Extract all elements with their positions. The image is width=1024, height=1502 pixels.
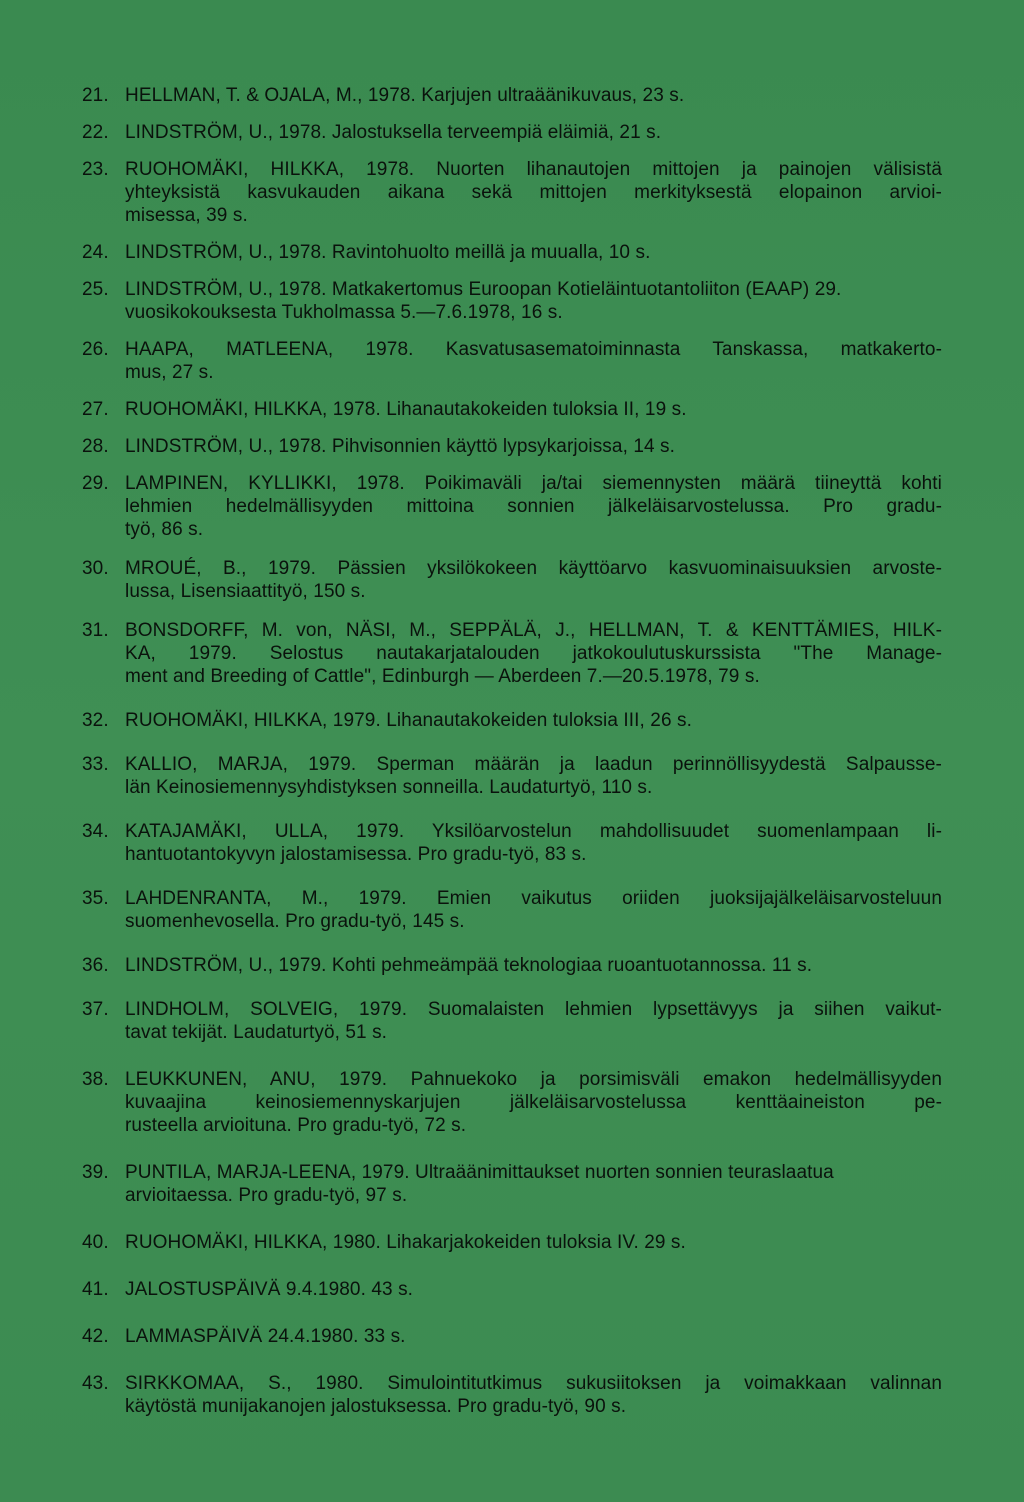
list-item	[82, 84, 942, 107]
entry-text: LINDSTRÖM, U., 1978. Pihvisonnien käyttö lypsykarjoissa, 14 s.	[125, 436, 676, 457]
entry-text: RUOHOMÄKI, HILKKA, 1978. Nuorten lihanautojen mittojen ja painojen välisistä	[125, 159, 942, 180]
entry-number: 36.	[82, 955, 109, 976]
list-item	[82, 278, 942, 324]
entry-text: työ, 86 s.	[125, 519, 204, 540]
entry-text: misessa, 39 s.	[125, 205, 248, 226]
entry-text: PUNTILA, MARJA-LEENA, 1979. Ultraäänimittaukset nuorten sonnien teuraslaatua	[125, 1162, 834, 1183]
entry-text: hantuotantokyvyn jalostamisessa. Pro gradu-työ, 83 s.	[125, 844, 587, 865]
list-item	[82, 619, 942, 688]
entry-text: lehmien hedelmällisyyden mittoina sonnien jälkeläisarvostelussa. Pro gradu-	[125, 496, 942, 517]
list-item	[82, 1372, 942, 1418]
list-item	[82, 472, 942, 541]
entry-text: LAHDENRANTA, M., 1979. Emien vaikutus oriiden juoksijajälkeläisarvosteluun	[125, 888, 942, 909]
entry-text: KATAJAMÄKI, ULLA, 1979. Yksilöarvostelun mahdollisuudet suomenlampaan li-	[125, 821, 942, 842]
entry-text: SIRKKOMAA, S., 1980. Simulointitutkimus sukusiitoksen ja voimakkaan valinnan	[125, 1373, 942, 1394]
list-item	[82, 820, 942, 866]
entry-text: RUOHOMÄKI, HILKKA, 1978. Lihanautakokeiden tuloksia II, 19 s.	[125, 399, 687, 420]
list-item	[82, 753, 942, 799]
entry-number: 43.	[82, 1373, 109, 1394]
entry-text: tavat tekijät. Laudaturtyö, 51 s.	[125, 1022, 388, 1043]
entry-number: 23.	[82, 159, 109, 180]
list-item	[82, 998, 942, 1044]
entry-text: län Keinosiemennysyhdistyksen sonneilla. Laudaturtyö, 110 s.	[125, 777, 653, 798]
entry-text: LINDSTRÖM, U., 1978. Ravintohuolto meillä ja muualla, 10 s.	[125, 242, 651, 263]
entry-text: LINDSTRÖM, U., 1978. Matkakertomus Euroopan Kotieläintuotantoliiton (EAAP) 29.	[125, 279, 842, 300]
entry-text: mus, 27 s.	[125, 362, 214, 383]
list-item	[82, 121, 942, 144]
entry-text: LINDSTRÖM, U., 1979. Kohti pehmeämpää teknologiaa ruoantuotannossa. 11 s.	[125, 955, 813, 976]
entry-text: JALOSTUSPÄIVÄ 9.4.1980. 43 s.	[125, 1279, 414, 1300]
list-item	[82, 887, 942, 933]
entry-text: yhteyksistä kasvukauden aikana sekä mittojen merkityksestä elopainon arvioi-	[125, 182, 942, 203]
entry-number: 35.	[82, 888, 109, 909]
bibliography-list	[82, 84, 942, 1418]
entry-number: 32.	[82, 710, 109, 731]
list-item	[82, 1278, 942, 1301]
entry-text: lussa, Lisensiaattityö, 150 s.	[125, 581, 366, 602]
list-item	[82, 338, 942, 384]
entry-number: 27.	[82, 399, 109, 420]
entry-number: 37.	[82, 999, 109, 1020]
entry-number: 41.	[82, 1279, 109, 1300]
entry-number: 42.	[82, 1326, 109, 1347]
entry-text: KA, 1979. Selostus nautakarjatalouden jatkokoulutuskurssista "The Manage-	[125, 643, 942, 664]
entry-number: 21.	[82, 85, 109, 106]
entry-text: suomenhevosella. Pro gradu-työ, 145 s.	[125, 911, 465, 932]
list-item	[82, 557, 942, 603]
entry-text: HAAPA, MATLEENA, 1978. Kasvatusasematoiminnasta Tanskassa, matkakerto-	[125, 339, 942, 360]
entry-text: RUOHOMÄKI, HILKKA, 1979. Lihanautakokeiden tuloksia III, 26 s.	[125, 710, 692, 731]
entry-text: RUOHOMÄKI, HILKKA, 1980. Lihakarjakokeiden tuloksia IV. 29 s.	[125, 1232, 686, 1253]
entry-number: 29.	[82, 473, 109, 494]
entry-text: LEUKKUNEN, ANU, 1979. Pahnuekoko ja porsimisväli emakon hedelmällisyyden	[125, 1069, 942, 1090]
entry-text: ment and Breeding of Cattle", Edinburgh — Aberdeen 7.—20.5.1978, 79 s.	[125, 666, 760, 687]
entry-number: 30.	[82, 558, 109, 579]
entry-number: 24.	[82, 242, 109, 263]
entry-number: 39.	[82, 1162, 109, 1183]
list-item	[82, 1325, 942, 1348]
entry-number: 34.	[82, 821, 109, 842]
entry-number: 22.	[82, 122, 109, 143]
list-item	[82, 709, 942, 732]
entry-text: vuosikokouksesta Tukholmassa 5.—7.6.1978, 16 s.	[125, 302, 563, 323]
entry-text: arvioitaessa. Pro gradu-työ, 97 s.	[125, 1185, 408, 1206]
entry-text: KALLIO, MARJA, 1979. Sperman määrän ja laadun perinnöllisyydestä Salpausse-	[125, 754, 942, 775]
entry-number: 25.	[82, 279, 109, 300]
entry-text: rusteella arvioituna. Pro gradu-työ, 72 s.	[125, 1115, 467, 1136]
list-item	[82, 1068, 942, 1137]
entry-text: LINDHOLM, SOLVEIG, 1979. Suomalaisten lehmien lypsettävyys ja siihen vaikut-	[125, 999, 942, 1020]
list-item	[82, 158, 942, 227]
entry-text: HELLMAN, T. & OJALA, M., 1978. Karjujen ultraäänikuvaus, 23 s.	[125, 85, 685, 106]
entry-number: 26.	[82, 339, 109, 360]
list-item	[82, 954, 942, 977]
entry-text: LAMPINEN, KYLLIKKI, 1978. Poikimaväli ja/tai siemennysten määrä tiineyttä kohti	[125, 473, 942, 494]
entry-number: 28.	[82, 436, 109, 457]
entry-text: LAMMASPÄIVÄ 24.4.1980. 33 s.	[125, 1326, 406, 1347]
list-item	[82, 1231, 942, 1254]
entry-text: BONSDORFF, M. von, NÄSI, M., SEPPÄLÄ, J., HELLMAN, T. & KENTTÄMIES, HILK-	[125, 620, 942, 641]
entry-number: 40.	[82, 1232, 109, 1253]
list-item	[82, 398, 942, 421]
list-item	[82, 1161, 942, 1207]
list-item	[82, 241, 942, 264]
entry-text: kuvaajina keinosiemennyskarjujen jälkeläisarvostelussa kenttäaineiston pe-	[125, 1092, 942, 1113]
entry-text: MROUÉ, B., 1979. Pässien yksilökokeen käyttöarvo kasvuominaisuuksien arvoste-	[125, 558, 942, 579]
list-item	[82, 435, 942, 458]
entry-number: 33.	[82, 754, 109, 775]
entry-number: 31.	[82, 620, 109, 641]
entry-number: 38.	[82, 1069, 109, 1090]
entry-text: käytöstä munijakanojen jalostuksessa. Pro gradu-työ, 90 s.	[125, 1396, 627, 1417]
entry-text: LINDSTRÖM, U., 1978. Jalostuksella terveempiä eläimiä, 21 s.	[125, 122, 662, 143]
